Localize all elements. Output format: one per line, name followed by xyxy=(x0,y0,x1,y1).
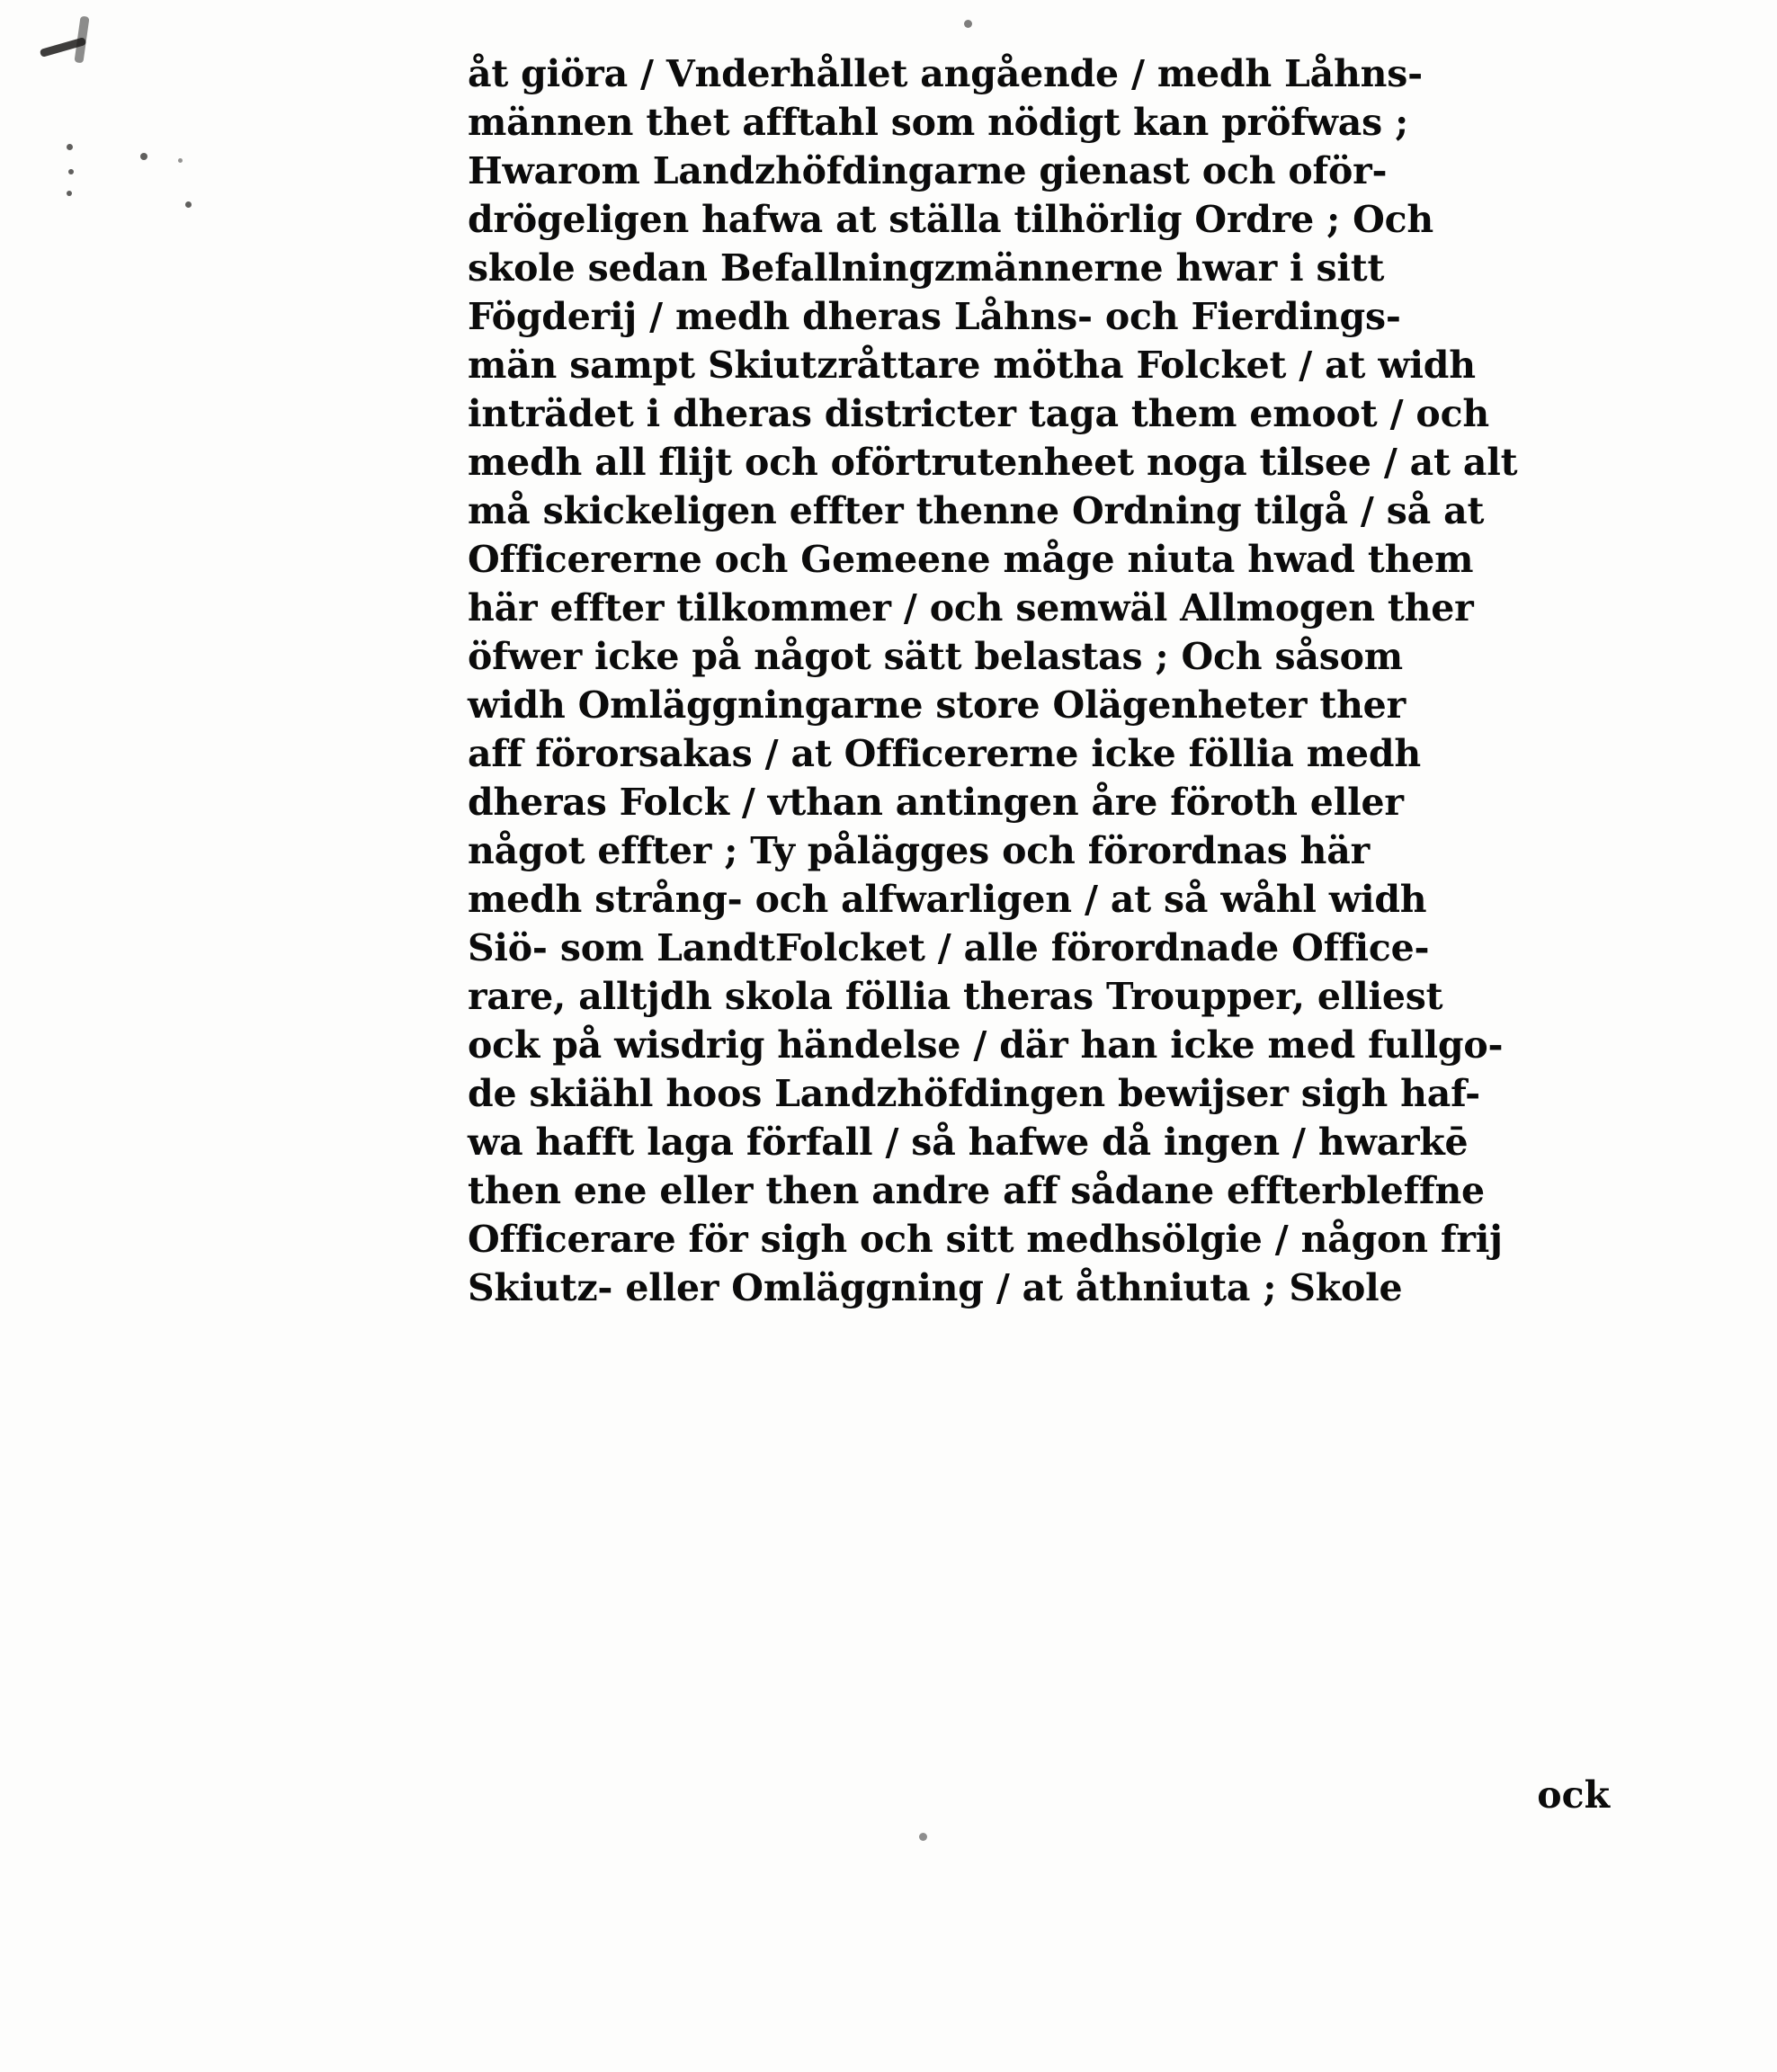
text-line: här effter tilkommer / och semwäl Allmogen ther xyxy=(468,586,1474,630)
text-line: aff förorsakas / at Officererne icke föllia medh xyxy=(468,732,1421,775)
text-line: medh all flijt och oförtrutenheet noga tilsee / at alt xyxy=(468,441,1518,484)
text-line: dheras Folck / vthan antingen åre föroth eller xyxy=(468,781,1404,824)
scan-speck xyxy=(919,1833,927,1841)
text-line: må skickeligen effter thenne Ordning tilgå / så at xyxy=(468,489,1485,532)
body-text xyxy=(468,52,1610,1318)
scan-smudge-artifact-2 xyxy=(74,16,89,64)
text-line: Skiutz- eller Omläggning / at åthniuta ; Skole xyxy=(468,1266,1403,1309)
text-line: något effter ; Ty pålägges och förordnas här xyxy=(468,829,1371,872)
text-line: skole sedan Befallningzmännerne hwar i sitt xyxy=(468,246,1385,290)
text-line: inträdet i dheras districter taga them emoot / och xyxy=(468,392,1489,435)
text-line: männen thet afftahl som nödigt kan pröfwas ; xyxy=(468,101,1409,144)
text-line: Hwarom Landzhöfdingarne gienast och oför- xyxy=(468,149,1388,192)
text-line: drögeligen hafwa at ställa tilhörlig Ordre ; Och xyxy=(468,198,1434,241)
scan-speck xyxy=(185,201,192,208)
text-line: wa hafft laga förfall / så hafwe då ingen / hwarkē xyxy=(468,1121,1469,1164)
scan-speck xyxy=(178,158,183,163)
text-line: Officerare för sigh och sitt medhsölgie / någon frij xyxy=(468,1218,1503,1261)
scan-speck xyxy=(140,153,147,160)
scan-speck xyxy=(67,144,73,150)
text-line: medh strång- och alfwarligen / at så wåhl widh xyxy=(468,878,1427,921)
text-line: then ene eller then andre aff sådane effterbleffne xyxy=(468,1169,1485,1212)
scan-speck xyxy=(67,191,72,196)
scan-speck xyxy=(964,20,972,28)
text-line: Siö- som LandtFolcket / alle förordnade Office- xyxy=(468,926,1430,969)
text-line: rare, alltjdh skola föllia theras Troupper, elliest xyxy=(468,975,1443,1018)
text-line: öfwer icke på något sätt belastas ; Och såsom xyxy=(468,635,1403,678)
text-line: ock på wisdrig händelse / där han icke med fullgo- xyxy=(468,1023,1504,1067)
text-line: män sampt Skiutzråttare mötha Folcket / at widh xyxy=(468,344,1476,387)
catchword: ock xyxy=(1537,1773,1610,1817)
text-line: widh Omläggningarne store Olägenheter ther xyxy=(468,683,1406,727)
text-line: Fögderij / medh dheras Låhns- och Fierdings- xyxy=(468,295,1401,338)
text-line: Officererne och Gemeene måge niuta hwad them xyxy=(468,538,1474,581)
scan-speck xyxy=(68,169,74,174)
text-line: de skiähl hoos Landzhöfdingen bewijser sigh haf- xyxy=(468,1072,1480,1115)
text-line: åt giöra / Vnderhållet angående / medh Låhns- xyxy=(468,52,1423,95)
